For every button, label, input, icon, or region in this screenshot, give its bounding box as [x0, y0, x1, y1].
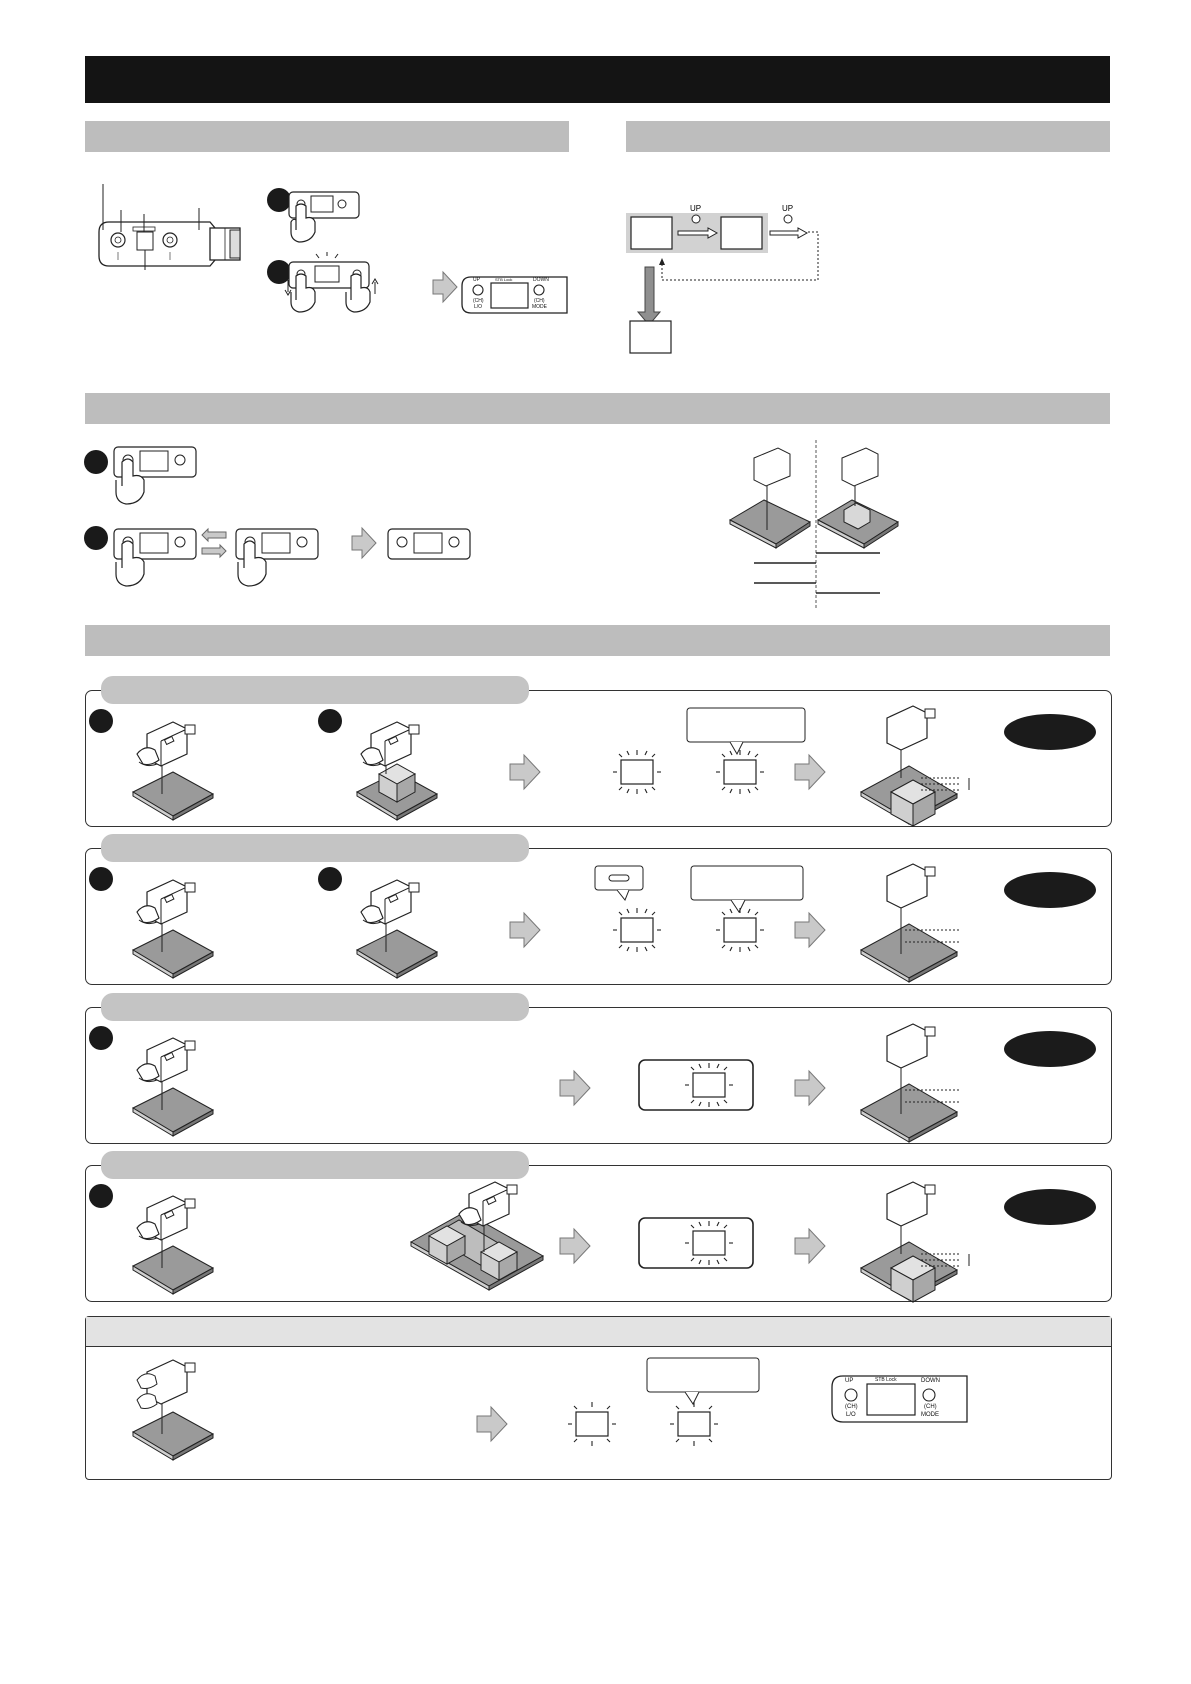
- display-label: STB Lock: [495, 277, 513, 282]
- teaching-illustrations: [85, 680, 1110, 1320]
- display-box-1: [631, 217, 672, 249]
- key-panel-step-2: [285, 252, 378, 312]
- button-down-ch-label: (CH): [534, 298, 545, 304]
- output-mode-illustration: [720, 440, 900, 610]
- section-header-display-switch: [626, 121, 1110, 152]
- output-panel-result: [388, 529, 470, 559]
- button-up-ch-label: (CH): [473, 298, 484, 304]
- note-box-header: [86, 1317, 1111, 1347]
- svg-text:UP: UP: [690, 204, 702, 213]
- section-header-output-mode: [85, 393, 1110, 424]
- sensor-body-top-view: [99, 184, 240, 270]
- operation-panel-large: [461, 276, 569, 314]
- key-panel-step-1: [289, 192, 359, 242]
- output-panel-step-1: [114, 447, 196, 504]
- button-down-mode-label: MODE: [532, 304, 547, 310]
- operation-panel-note: [831, 1375, 969, 1423]
- page-title-bar: [85, 56, 1110, 103]
- button-up-lo-label: L/O: [846, 1412, 856, 1418]
- button-up-label: UP: [473, 277, 480, 283]
- button-up-lo-label: L/O: [474, 304, 483, 310]
- section-header-teaching: [85, 625, 1110, 656]
- button-up-label: UP: [845, 1378, 854, 1384]
- button-down-mode-label: MODE: [921, 1412, 939, 1418]
- sensor-part-diagram: [85, 170, 605, 370]
- button-down-ch-label: (CH): [924, 1404, 937, 1410]
- display-switch-diagram: [620, 195, 840, 360]
- section-header-part-names: [85, 121, 569, 152]
- note-illustrations: [85, 1350, 785, 1480]
- step-marker-2: [267, 260, 291, 284]
- svg-text:UP: UP: [782, 204, 794, 213]
- output-panel-step-2b: [236, 529, 318, 586]
- button-down-label: DOWN: [921, 1378, 940, 1384]
- output-mode-procedure: [100, 440, 500, 590]
- step-marker-1: [267, 188, 291, 212]
- button-up-ch-label: (CH): [845, 1404, 858, 1410]
- display-box-3: [630, 321, 671, 353]
- conveyor-illustration: [411, 1182, 543, 1290]
- display-label: STB Lock: [875, 1377, 897, 1383]
- display-box-2: [721, 217, 762, 249]
- output-panel-step-2a: [114, 529, 196, 586]
- step-arrow: [433, 272, 457, 302]
- button-down-label: DOWN: [533, 277, 549, 283]
